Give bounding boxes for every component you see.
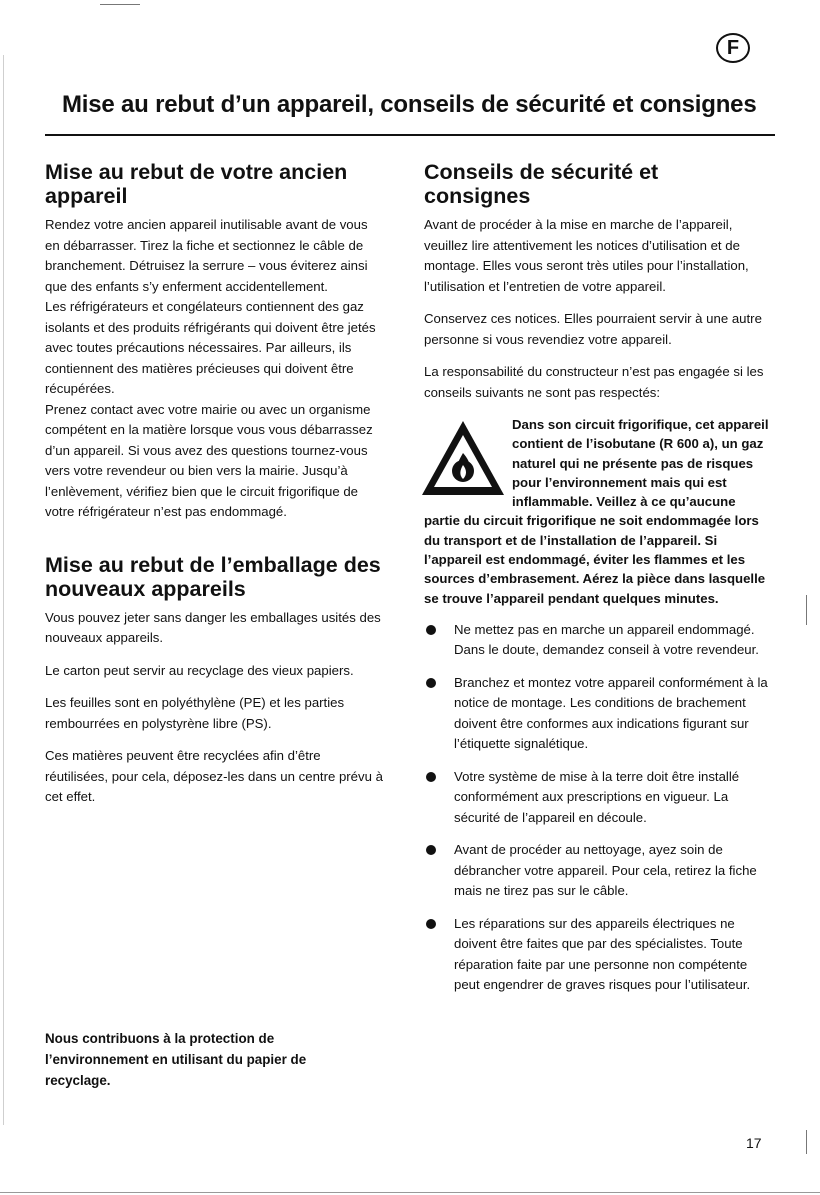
scan-bottom-edge bbox=[0, 1192, 820, 1193]
scan-edge-line bbox=[3, 55, 4, 1125]
paragraph: Le carton peut servir au recyclage des vieux papiers. bbox=[45, 662, 354, 678]
page-header-title: Mise au rebut d’un appareil, conseils de sécurité et consignes bbox=[62, 91, 757, 118]
scan-edge-mark bbox=[806, 595, 807, 625]
bullet-icon bbox=[426, 678, 436, 688]
paragraph: Rendez votre ancien appareil inutilisable avant de vous en débarrasser. Tirez la fiche et sectionnez le câble de branchement. Détruisez la serrure – vous éviterez ainsi que des enfants s’y enferment accidentellement. bbox=[45, 217, 368, 294]
flammable-warning-icon bbox=[420, 417, 506, 499]
recycled-paper-note: Nous contribuons à la protection de l’environnement en utilisant du papier de recyclage. bbox=[45, 1031, 307, 1088]
disposal-old-appliance-heading: Mise au rebut de votre ancien appareil bbox=[45, 160, 348, 208]
page-number: 17 bbox=[746, 1135, 762, 1151]
bullet-icon bbox=[426, 772, 436, 782]
bullet-icon bbox=[426, 845, 436, 855]
paragraph: Prenez contact avec votre mairie ou avec un organisme compétent en la matière lorsque vous vous débarrassez d’un appareil. Si vous avez des questions tournez-vous vers votre revendeur ou bien vers la mairie. Jusqu’à l’enlèvement, vérifiez bien que le circuit frigorifique de votre réfrigérateur n’est pas endommagé. bbox=[45, 401, 373, 519]
bullet-icon bbox=[426, 625, 436, 635]
paragraph: Vous pouvez jeter sans danger les emballages usités des nouveaux appareils. bbox=[45, 609, 381, 645]
safety-advice-heading: Conseils de sécurité et consignes bbox=[424, 160, 659, 208]
bullet-icon bbox=[426, 919, 436, 929]
flammable-warning-text: Dans son circuit frigorifique, cet appareil contient de l’isobutane (R 600 a), un gaz naturel qui ne présente pas de risques pour l’environnement mais qui est inflammable. Veillez à ce qu’aucune partie du circuit frigorifique ne soit endommagée lors du transport et de l’installation de l’appareil. Si l’appareil est endommagé, éviter les flammes et les sources d’embrasement. Aérez la pièce dans lasquelle se trouve l’appareil pendant quelques minutes. bbox=[424, 417, 769, 606]
paragraph: Ces matières peuvent être recyclées afin d’être réutilisées, pour cela, déposez-les dans un centre prévu à cet effet. bbox=[45, 748, 383, 804]
paragraph: Les réfrigérateurs et congélateurs contiennent des gaz isolants et des produits réfrigérants qui doivent être jetés avec toutes précautions nécessaires. Par ailleurs, ils contiennent des matières précieuses qui doivent être récupérées. bbox=[45, 299, 376, 396]
header-divider bbox=[45, 134, 775, 136]
paragraph: Conservez ces notices. Elles pourraient servir à une autre personne si vous revendiez votre appareil. bbox=[424, 311, 762, 347]
list-item: Les réparations sur des appareils électriques ne doivent être faites que par des spécialistes. Toute réparation faite par une personne non compétente peut engendrer de graves risques pour l’utilisateur. bbox=[424, 914, 769, 996]
safety-bullet-list bbox=[424, 620, 769, 996]
scan-edge-mark bbox=[806, 1130, 807, 1154]
disposal-packaging-heading: Mise au rebut de l’emballage des nouveaux appareils bbox=[45, 552, 381, 601]
left-column bbox=[45, 160, 385, 820]
language-badge: F bbox=[716, 33, 750, 63]
flammable-warning bbox=[424, 415, 769, 608]
right-column bbox=[424, 160, 769, 1008]
list-item: Votre système de mise à la terre doit être installé conformément aux prescriptions en vigueur. La sécurité de l’appareil en découle. bbox=[424, 767, 769, 829]
list-item: Avant de procéder au nettoyage, ayez soin de débrancher votre appareil. Pour cela, retirez la fiche mais ne tirez pas sur le câble. bbox=[424, 840, 769, 902]
list-item: Branchez et montez votre appareil conformément à la notice de montage. Les conditions de brachement doivent être conformes aux indications figurant sur l’étiquette signalétique. bbox=[424, 673, 769, 755]
list-item: Ne mettez pas en marche un appareil endommagé. Dans le doute, demandez conseil à votre revendeur. bbox=[424, 620, 769, 661]
paragraph: Les feuilles sont en polyéthylène (PE) et les parties rembourrées en polystyrène libre (PS). bbox=[45, 695, 345, 731]
paragraph: Avant de procéder à la mise en marche de l’appareil, veuillez lire attentivement les notices d’utilisation et de montage. Elles vous seront très utiles pour l’installation, l’utilisation et l’entretien de votre appareil. bbox=[424, 217, 749, 294]
paragraph: La responsabilité du constructeur n’est pas engagée si les conseils suivants ne sont pas respectés: bbox=[424, 364, 764, 400]
scan-top-mark bbox=[100, 4, 140, 5]
